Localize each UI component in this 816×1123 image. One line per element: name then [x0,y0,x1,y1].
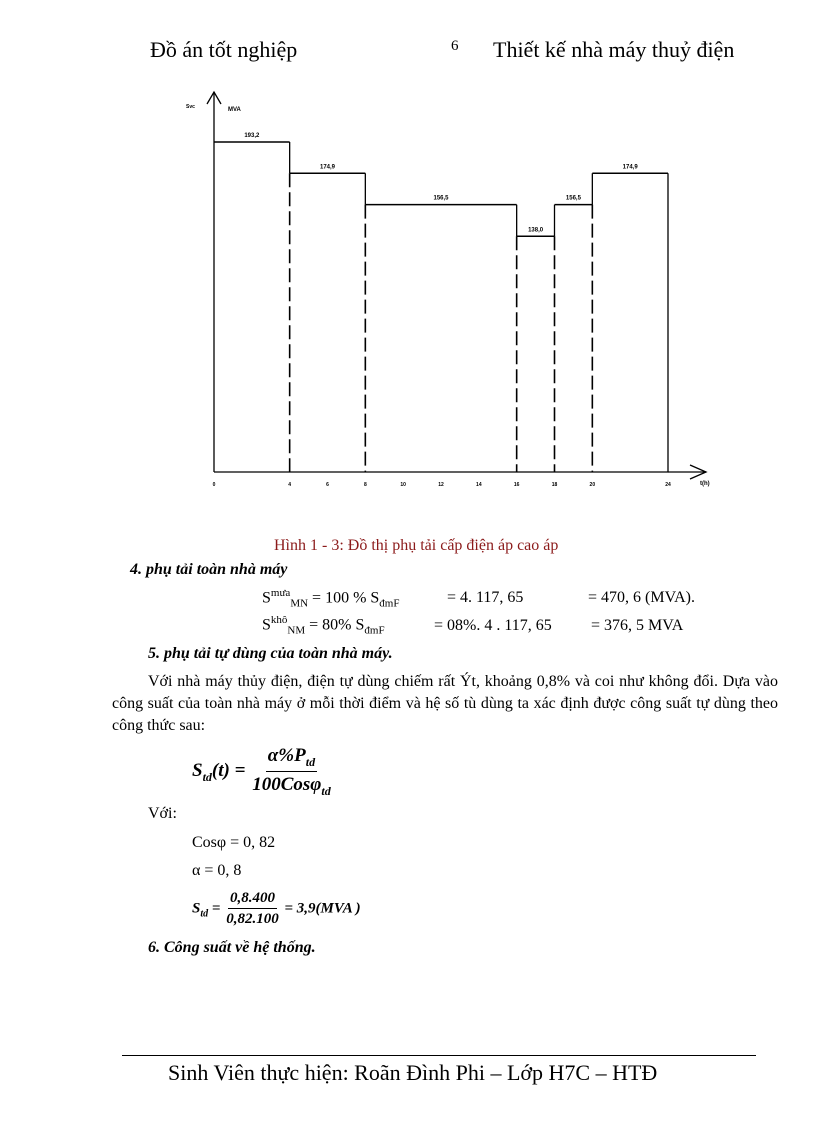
header-left: Đồ án tốt nghiệp [150,37,298,62]
with-label: Với: [148,805,177,822]
load-chart [0,0,816,530]
x-tick-6: 14 [476,482,482,488]
calc-fraction [224,890,281,928]
eq1-sub: MN [290,597,309,610]
section-5-title: 5. phụ tải tự dùng của toàn nhà máy. [148,645,393,662]
x-tick-1: 4 [288,482,292,488]
formula-lhs-sub: td [202,769,212,784]
segment-label-0: 193,2 [244,133,260,139]
eq1-symbol: S [262,589,271,607]
segment-label-5: 174,9 [622,164,638,171]
eq2-sub: NM [287,624,306,637]
calc-lhs-sub: td [200,908,209,920]
paragraph-rest: không đổi. Dựa vào công suất của toàn nhà máy ở mỗi thời điểm và hệ số tù dùng ta xác định được công suất tự dùng theo công thức sau: [112,673,779,734]
formula-numerator: α%P [267,745,306,766]
y-axis-unit: MVA [228,107,241,113]
formula-lhs: S [192,760,203,782]
eq2-symbol: S [262,616,271,634]
calc-lhs: S [192,900,201,917]
x-tick-3: 8 [363,482,367,488]
equation-dry-calc: = 08%. 4 . 117, 65 [434,617,552,634]
equation-rainy-result: = 470, 6 (MVA). [588,589,695,606]
footer-text: Sinh Viên thực hiện: Roãn Đình Phi – Lớp H7C – HTĐ [168,1060,658,1085]
x-tick-4: 10 [400,482,406,488]
formula-fraction [250,745,333,799]
header-right: Thiết kế nhà máy thuỷ điện [493,37,735,62]
eq1-sup: mưa [270,587,291,599]
page-number: 6 [451,38,459,54]
section-4-title: 4. phụ tải toàn nhà máy [130,561,288,578]
y-axis-label: Svc [186,104,195,110]
x-tick-10: 24 [665,482,671,488]
x-axis-label: t(h) [700,481,710,487]
formula-num-sub: td [305,754,316,769]
segment-label-3: 138,0 [528,227,544,234]
equation-rainy [262,587,399,610]
calc-eq: = [211,900,221,917]
eq1-mid: = 100 % S [308,589,380,607]
equation-dry-result: = 376, 5 MVA [591,617,684,634]
alpha-value: α = 0, 8 [192,862,242,879]
x-tick-8: 18 [551,482,558,488]
segment-label-4: 156,5 [565,195,581,202]
eq1-sub2: đmF [379,597,400,610]
x-tick-0: 0 [212,482,216,488]
eq2-sub2: đmF [364,624,385,637]
formula-den-sub: td [321,783,331,798]
x-tick-2: 6 [326,482,329,488]
equation-dry [262,614,385,637]
x-tick-5: 12 [438,482,444,488]
segment-label-1: 174,9 [319,164,336,171]
eq2-sup: khô [270,614,288,626]
eq2-mid: = 80% S [305,616,365,634]
cos-value: Cosφ = 0, 82 [192,834,276,851]
self-use-calculation [192,890,361,928]
paragraph-lead: Với nhà máy thủy điện, điện tự dùng chiếm rất Ýt, khoảng 0,8% và coi như [148,673,644,690]
figure-caption: Hình 1 - 3: Đồ thị phụ tải cấp điện áp cao áp [274,537,559,554]
x-tick-9: 20 [589,482,596,488]
self-use-formula [192,745,333,799]
x-tick-7: 16 [513,482,520,488]
equation-rainy-calc: = 4. 117, 65 [447,589,524,606]
calc-denominator: 0,82.100 [226,911,279,927]
formula-lhs-arg: (t) = [211,760,246,782]
section-6-title: 6. Công suất về hệ thống. [148,939,316,956]
segment-label-2: 156,5 [433,195,449,202]
section-5-paragraph [112,671,778,737]
footer-rule [122,1055,756,1056]
formula-denominator: 100Cosφ [252,773,322,795]
calc-result: = 3,9(MVA ) [284,900,361,917]
calc-numerator: 0,8.400 [228,890,277,909]
